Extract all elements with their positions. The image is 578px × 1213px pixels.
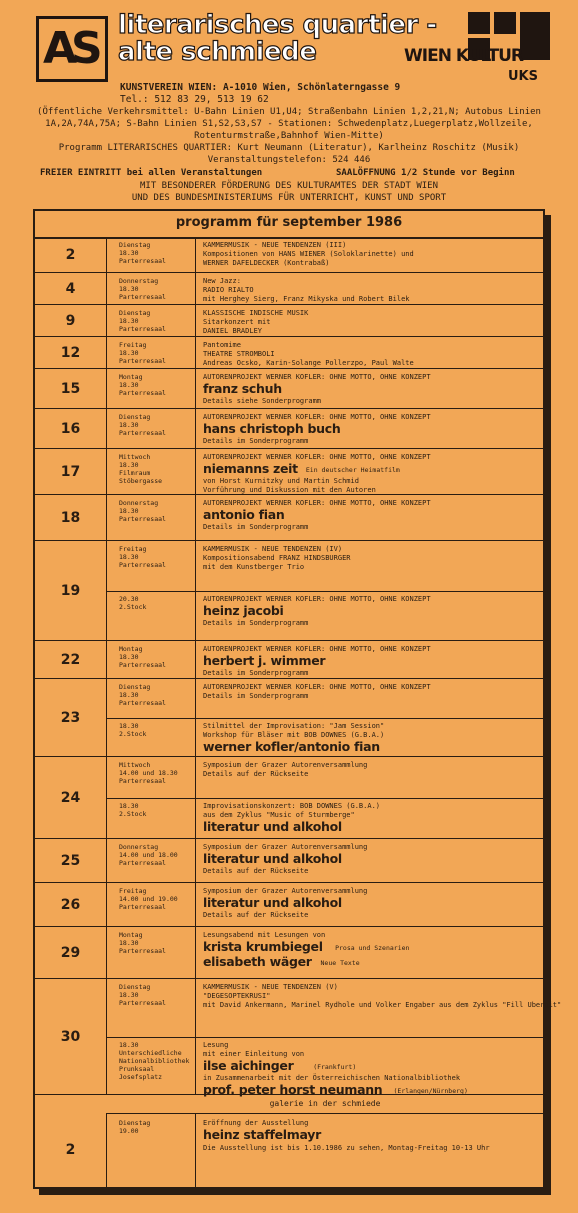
row-day: 15	[35, 369, 107, 408]
gallery-title: galerie in der schmiede	[107, 1095, 543, 1114]
row-day: 29	[35, 927, 107, 978]
event-text: DANIEL BRADLEY	[203, 327, 263, 335]
event-text: Vorführung und Diskussion mit den Autoren	[203, 486, 376, 494]
saal-opening: SAALÖFFNUNG 1/2 Stunde vor Beginn	[336, 168, 515, 178]
event-text: Andreas Ocsko, Karin-Solange Pollerzpo, Paul Walte	[203, 359, 414, 367]
event-text: AUTORENPROJEKT WERNER KOFLER: OHNE MOTTO, OHNE KONZEPT	[203, 683, 431, 691]
row-meta: Montag 18.30 Parterresaal	[119, 645, 166, 669]
event-text: Details auf der Rückseite	[203, 770, 309, 778]
meta-divider	[195, 1113, 196, 1187]
row-day: 4	[35, 273, 107, 304]
row-meta: Freitag 18.30 Parterresaal	[119, 341, 166, 365]
row-meta: Freitag 18.30 Parterresaal	[119, 545, 166, 569]
meta-divider	[195, 883, 196, 926]
performer-note: Neue Texte	[320, 959, 360, 967]
event-text: "DEGESOPTEKRUSI"	[203, 992, 271, 1000]
row-day: 16	[35, 409, 107, 448]
telephone: Tel.: 512 83 29, 513 19 62	[120, 94, 269, 105]
program-table	[33, 209, 562, 1189]
sub-divider	[107, 591, 543, 592]
free-entry: FREIER EINTRITT bei allen Veranstaltungen	[40, 168, 263, 178]
transport-line-3: Rotenturmstraße,Bahnhof Wien-Mitte)	[194, 131, 384, 141]
event-text: mit einer Einleitung von	[203, 1050, 305, 1058]
address: KUNSTVEREIN WIEN: A-1010 Wien, Schönlaterngasse 9	[120, 82, 401, 93]
program-line: Programm LITERARISCHES QUARTIER: Kurt Neumann (Literatur), Karlheinz Roschitz (Musik)	[58, 143, 520, 153]
row-meta: Mittwoch 18.30 Filmraum Stöbergasse	[119, 453, 163, 485]
event-text: AUTORENPROJEKT WERNER KOFLER: OHNE MOTTO, OHNE KONZEPT	[203, 373, 431, 381]
row-meta: 18.30 2.Stock	[119, 722, 147, 738]
row-day: 30	[35, 979, 107, 1094]
program-row	[35, 927, 543, 979]
row-day: 19	[35, 541, 107, 640]
transport-line-1: (Öffentliche Verkehrsmittel: U-Bahn Linien U1,U4; Straßenbahn Linien 1,2,21,N; Autobus Linien	[37, 107, 541, 117]
gallery-note: Die Ausstellung ist bis 1.10.1986 zu sehen, Montag-Freitag 10-13 Uhr	[203, 1144, 490, 1152]
meta-divider	[195, 495, 196, 540]
event-text: Details im Sonderprogramm	[203, 437, 309, 445]
event-text: AUTORENPROJEKT WERNER KOFLER: OHNE MOTTO, OHNE KONZEPT	[203, 499, 431, 507]
performer-name: werner kofler/antonio fian	[203, 739, 380, 754]
gallery-day: 2	[35, 1113, 107, 1187]
row-day: 23	[35, 679, 107, 756]
row-day: 17	[35, 449, 107, 494]
event-text: Details siehe Sonderprogramm	[203, 397, 322, 405]
performer-note: Prosa und Szenarien	[335, 944, 410, 952]
row-day: 2	[35, 237, 107, 272]
support-line-1: MIT BESONDERER FÖRDERUNG DES KULTURAMTES DER STADT WIEN	[139, 181, 438, 191]
row-day: 9	[35, 305, 107, 336]
program-row	[35, 273, 543, 305]
performer-name: ilse aichinger	[203, 1058, 294, 1073]
performer-note: (Frankfurt)	[313, 1063, 357, 1071]
row-day: 22	[35, 641, 107, 678]
row-meta: Freitag 14.00 und 19.00 Parterresaal	[119, 887, 178, 911]
event-text: aus dem Zyklus "Music of Sturmberge"	[203, 811, 355, 819]
program-row	[35, 337, 543, 369]
event-text: Stilmittel der Improvisation: "Jam Session"	[203, 722, 385, 730]
event-text: KLASSISCHE INDISCHE MUSIK	[203, 309, 309, 317]
program-row	[35, 757, 543, 839]
event-text: Details im Sonderprogramm	[203, 692, 309, 700]
performer-name: hans christoph buch	[203, 421, 341, 436]
event-text: KAMMERMUSIK - NEUE TENDENZEN (V)	[203, 983, 338, 991]
sub-divider	[107, 1037, 543, 1038]
meta-divider	[195, 369, 196, 408]
row-meta: Donnerstag 14.00 und 18.00 Parterresaal	[119, 843, 178, 867]
meta-divider	[195, 305, 196, 336]
row-day: 26	[35, 883, 107, 926]
event-text: Details auf der Rückseite	[203, 867, 309, 875]
event-text: AUTORENPROJEKT WERNER KOFLER: OHNE MOTTO, OHNE KONZEPT	[203, 645, 431, 653]
event-text: RADIO RIALTO	[203, 286, 254, 294]
row-meta: Dienstag 18.30 Parterresaal	[119, 241, 166, 265]
sub-divider	[107, 798, 543, 799]
meta-divider	[195, 409, 196, 448]
performer-name: herbert j. wimmer	[203, 653, 326, 668]
row-meta: 18.30 Unterschiedliche Nationalbibliothek Prunksaal Josefsplatz	[119, 1041, 190, 1081]
event-text: AUTORENPROJEKT WERNER KOFLER: OHNE MOTTO, OHNE KONZEPT	[203, 595, 431, 603]
performer-name: prof. peter horst neumann	[203, 1082, 383, 1097]
alte-schmiede-logo: AS	[36, 16, 108, 82]
event-text: Improvisationskonzert: BOB DOWNES (G.B.A.)	[203, 802, 381, 810]
performer-name: elisabeth wäger	[203, 954, 312, 969]
program-row	[35, 409, 543, 449]
event-text: Details im Sonderprogramm	[203, 619, 309, 627]
event-text: Kompositionsabend FRANZ HINDSBURGER	[203, 554, 351, 562]
program-title: programm für september 1986	[35, 211, 543, 239]
transport-line-2: 1A,2A,74A,75A; S-Bahn Linien S1,S2,S3,S7 - Stationen: Schwedenplatz,Luegerplatz,Wollzeile,	[45, 119, 533, 129]
row-meta: Montag 18.30 Parterresaal	[119, 373, 166, 397]
event-text: Symposium der Grazer Autorenversammlung	[203, 843, 368, 851]
event-text: KAMMERMUSIK - NEUE TENDENZEN (IV)	[203, 545, 343, 553]
event-text: Symposium der Grazer Autorenversammlung	[203, 887, 368, 895]
row-day: 18	[35, 495, 107, 540]
event-text: Lesung	[203, 1041, 229, 1049]
row-day: 12	[35, 337, 107, 368]
event-text: AUTORENPROJEKT WERNER KOFLER: OHNE MOTTO, OHNE KONZEPT	[203, 453, 431, 461]
program-row	[35, 495, 543, 541]
row-meta: Dienstag 18.30 Parterresaal	[119, 413, 166, 437]
sub-divider	[107, 718, 543, 719]
event-text: KAMMERMUSIK - NEUE TENDENZEN (III)	[203, 241, 347, 249]
support-line-2: UND DES BUNDESMINISTERIUMS FÜR UNTERRICHT, KUNST UND SPORT	[131, 193, 447, 203]
gallery-artist: heinz staffelmayr	[203, 1127, 321, 1142]
event-text: mit David Ankermann, Marinel Rydhole und Volker Engaber aus dem Zyklus "Fill Ubergit"	[203, 1001, 562, 1009]
performer-name: franz schuh	[203, 381, 282, 396]
gallery-event: Eröffnung der Ausstellung	[203, 1119, 309, 1127]
header-title: literarisches quartier - alte schmiede	[118, 10, 437, 67]
event-text: von Horst Kurnitzky und Martin Schmid	[203, 477, 359, 485]
meta-divider	[195, 337, 196, 368]
event-text: Pantomime	[203, 341, 241, 349]
performer-name: literatur und alkohol	[203, 851, 342, 866]
row-day: 24	[35, 757, 107, 838]
wien-kultur-logo: WIEN KULTUR UKS	[404, 12, 554, 92]
performer-name: literatur und alkohol	[203, 895, 342, 910]
row-meta: Montag 18.30 Parterresaal	[119, 931, 166, 955]
row-meta: Donnerstag 18.30 Parterresaal	[119, 499, 166, 523]
row-meta: Dienstag 18.30 Parterresaal	[119, 983, 166, 1007]
program-row	[35, 883, 543, 927]
event-text: Symposium der Grazer Autorenversammlung	[203, 761, 368, 769]
performer-note: Ein deutscher Heimatfilm	[305, 466, 400, 474]
performer-name: krista krumbiegel	[203, 939, 323, 954]
meta-divider	[195, 237, 196, 272]
program-row	[35, 839, 543, 883]
event-text: Lesungsabend mit Lesungen von	[203, 931, 326, 939]
meta-divider	[195, 273, 196, 304]
event-text: Sitarkonzert mit	[203, 318, 271, 326]
event-text: mit dem Kunstberger Trio	[203, 563, 305, 571]
program-row	[35, 449, 543, 495]
program-row	[35, 679, 543, 757]
meta-divider	[195, 641, 196, 678]
row-day: 25	[35, 839, 107, 882]
row-meta: 20.30 2.Stock	[119, 595, 147, 611]
meta-divider	[195, 927, 196, 978]
event-text: Details auf der Rückseite	[203, 911, 309, 919]
program-row	[35, 641, 543, 679]
event-text: THEATRE STROMBOLI	[203, 350, 275, 358]
program-row	[35, 369, 543, 409]
row-meta: Donnerstag 18.30 Parterresaal	[119, 277, 166, 301]
gallery-meta: Dienstag 19.00	[119, 1119, 151, 1135]
event-text: Details im Sonderprogramm	[203, 523, 309, 531]
event-text: Details im Sonderprogramm	[203, 669, 309, 677]
phone-line: Veranstaltungstelefon: 524 446	[207, 155, 371, 165]
event-text: AUTORENPROJEKT WERNER KOFLER: OHNE MOTTO, OHNE KONZEPT	[203, 413, 431, 421]
program-row	[35, 305, 543, 337]
event-text: WERNER DAFELDECKER (Kontrabaß)	[203, 259, 330, 267]
event-text: Kompositionen von HANS WIENER (Soloklarinette) und	[203, 250, 414, 258]
row-meta: Dienstag 18.30 Parterresaal	[119, 683, 166, 707]
event-text: in Zusammenarbeit mit der Österreichischen Nationalbibliothek	[203, 1074, 461, 1082]
program-row	[35, 237, 543, 273]
performer-name: heinz jacobi	[203, 603, 284, 618]
event-text: mit Herghey Sierg, Franz Mikyska und Robert Bilek	[203, 295, 410, 303]
row-meta: Mittwoch 14.00 und 18.30 Parterresaal	[119, 761, 178, 785]
row-meta: 18.30 2.Stock	[119, 802, 147, 818]
gallery-row	[35, 1113, 543, 1187]
performer-name: literatur und alkohol	[203, 819, 342, 834]
meta-divider	[195, 449, 196, 494]
performer-note: (Erlangen/Nürnberg)	[393, 1087, 468, 1095]
program-row	[35, 979, 562, 1097]
program-row	[35, 541, 543, 641]
meta-divider	[195, 839, 196, 882]
event-text: New Jazz:	[203, 277, 241, 285]
performer-name: antonio fian	[203, 507, 285, 522]
performer-name: niemanns zeit	[203, 461, 298, 476]
row-meta: Dienstag 18.30 Parterresaal	[119, 309, 166, 333]
event-text: Workshop für Bläser mit BOB DOWNES (G.B.A.)	[203, 731, 385, 739]
